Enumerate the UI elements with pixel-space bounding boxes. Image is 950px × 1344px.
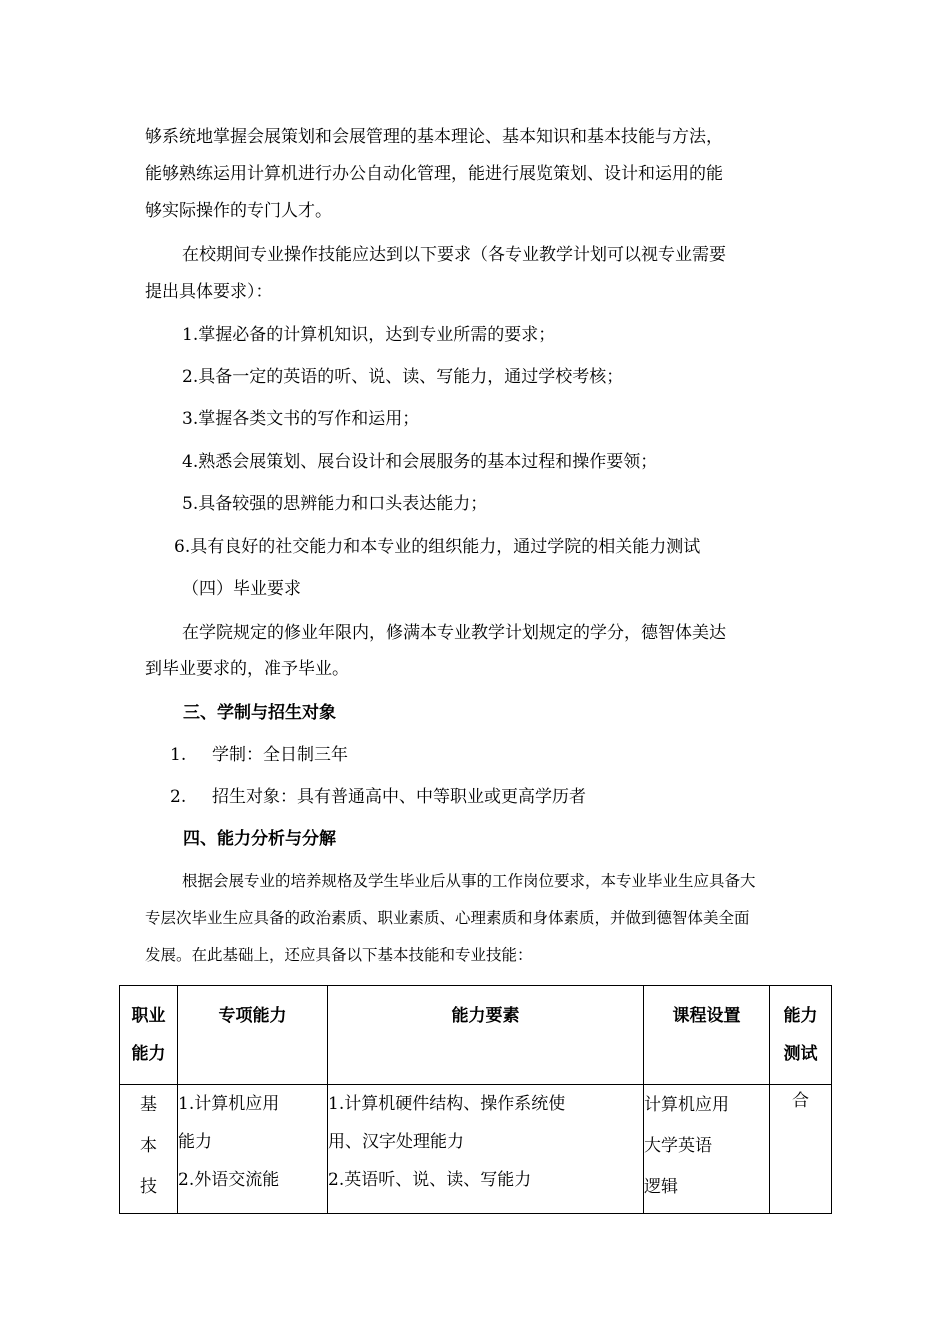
paragraph-line: 发展。在此基础上，还应具备以下基本技能和专业技能： [145,946,533,964]
paragraph-line: 根据会展专业的培养规格及学生毕业后从事的工作岗位要求，本专业毕业生应具备大 [182,872,756,890]
requirement-item: 1.掌握必备的计算机知识，达到专业所需的要求； [182,325,556,345]
header-cell: 能力要素 [328,986,644,1085]
list-number: 2. [170,787,187,807]
list-item [170,786,586,808]
cell-text: 技 [140,1177,157,1197]
cell-text: 本 [140,1136,157,1156]
requirement-item: 2.具备一定的英语的听、说、读、写能力，通过学校考核； [182,367,624,387]
list-text: 学制：全日制三年 [212,745,348,765]
cell-text: 能力 [178,1132,212,1152]
section-heading: 四、能力分析与分解 [183,829,336,849]
cell-text: 基 [140,1095,157,1115]
header-text: 能力 [783,1006,818,1026]
cell-text: 2.外语交流能 [178,1170,280,1190]
table-cell [178,1085,328,1214]
header-text: 能力 [131,1044,166,1064]
paragraph-line: 到毕业要求的，准予毕业。 [145,659,349,679]
section-heading: 三、学制与招生对象 [183,703,336,723]
header-cell [120,986,178,1085]
table-cell [120,1085,178,1214]
cell-text: 计算机应用 [644,1095,729,1115]
table-cell: 合 [770,1085,832,1214]
table-header-row [120,986,832,1085]
cell-text: 1.计算机硬件结构、操作系统使 [328,1094,566,1114]
paragraph-line: 在校期间专业操作技能应达到以下要求（各专业教学计划可以视专业需要 [182,245,726,265]
requirement-item: 6.具有良好的社交能力和本专业的组织能力，通过学院的相关能力测试 [174,537,701,557]
header-cell [770,986,832,1085]
list-item [170,744,348,766]
requirement-item: 3.掌握各类文书的写作和运用； [182,409,420,429]
list-text: 招生对象：具有普通高中、中等职业或更高学历者 [212,787,586,807]
paragraph-line: 专层次毕业生应具备的政治素质、职业素质、心理素质和身体素质，并做到德智体美全面 [145,909,750,927]
paragraph-line: 够系统地掌握会展策划和会展管理的基本理论、基本知识和基本技能与方法， [145,127,723,147]
section-subheading: （四）毕业要求 [182,579,301,599]
cell-text: 大学英语 [644,1136,712,1156]
cell-text: 2.英语听、说、读、写能力 [328,1170,532,1190]
ability-table [119,985,832,1214]
header-cell: 专项能力 [178,986,328,1085]
table-cell [328,1085,644,1214]
header-text: 职业 [131,1006,166,1026]
list-number: 1. [170,745,187,765]
header-cell: 课程设置 [644,986,770,1085]
requirement-item: 4.熟悉会展策划、展台设计和会展服务的基本过程和操作要领； [182,452,658,472]
paragraph-line: 够实际操作的专门人才。 [145,201,332,221]
requirement-item: 5.具备较强的思辨能力和口头表达能力； [182,494,488,514]
paragraph-line: 在学院规定的修业年限内，修满本专业教学计划规定的学分，德智体美达 [182,623,726,643]
table-cell [644,1085,770,1214]
paragraph-line: 提出具体要求）： [145,282,273,302]
cell-text: 用、汉字处理能力 [328,1132,464,1152]
cell-text: 逻辑 [644,1177,678,1197]
paragraph-line: 能够熟练运用计算机进行办公自动化管理，能进行展览策划、设计和运用的能 [145,164,723,184]
header-text: 测试 [783,1044,818,1064]
cell-text: 1.计算机应用 [178,1094,280,1114]
table-row [120,1085,832,1214]
